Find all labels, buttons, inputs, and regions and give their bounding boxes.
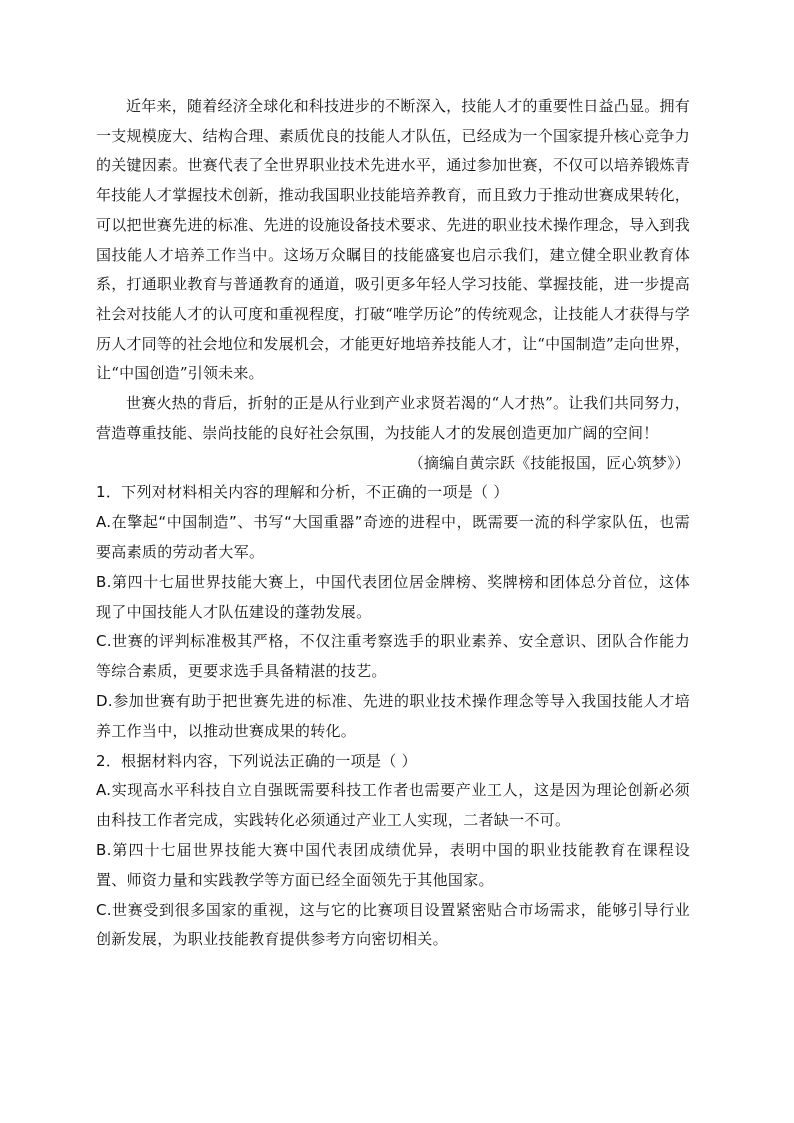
passage-source: （摘编自黄宗跃《技能报国，匠心筑梦》） — [408, 454, 690, 473]
option-c: C.世赛受到很多国家的重视，这与它的比赛项目设置紧密贴合市场需求，能够引导行业创新发展，为职业技能教育提供参考方向密切相关。 — [96, 900, 690, 949]
question-2 — [96, 747, 690, 956]
reading-passage — [96, 92, 690, 448]
question-list — [96, 478, 690, 955]
option-b: B.第四十七届世界技能大赛中国代表团成绩优异，表明中国的职业技能教育在课程设置、师资力量和实践教学等方面已经全面领先于其他国家。 — [96, 841, 690, 889]
passage-paragraph: 世赛火热的背后，折射的正是从行业到产业求贤若渴的“人才热”。让我们共同努力，营造尊重技能、崇尚技能的良好社会氛围，为技能人才的发展创造更加广阔的空间！ — [96, 394, 690, 442]
document-page — [96, 92, 690, 955]
option-a: A.实现高水平科技自立自强既需要科技工作者也需要产业工人，这是因为理论创新必须由科技工作者完成，实践转化必须通过产业工人实现，二者缺一不可。 — [96, 781, 690, 830]
question-stem: 2．根据材料内容，下列说法正确的一项是（ ） — [96, 751, 417, 770]
option-b: B.第四十七届世界技能大赛上，中国代表团位居金牌榜、奖牌榜和团体总分首位，这体现了中国技能人才队伍建设的蓬勃发展。 — [96, 572, 690, 621]
passage-paragraph: 近年来，随着经济全球化和科技进步的不断深入，技能人才的重要性日益凸显。拥有一支规模庞大、结构合理、素质优良的技能人才队伍，已经成为一个国家提升核心竞争力的关键因素。世赛代表了全世界职业技术先进水平，通过参加世赛，不仅可以培养锻炼青年技能人才掌握技术创新，推动我国职业技能培养教育，而且致力于推动世赛成果转化，可以把世赛先进的标准、先进的设施设备技术要求、先进的职业技术操作理念，导入到我国技能人才培养工作当中。这场万众瞩目的技能盛宴也启示我们，建立健全职业教育体系，打通职业教育与普通教育的通道，吸引更多年轻人学习技能、掌握技能，进一步提高社会对技能人才的认可度和重视程度，打破“唯学历论”的传统观念，让技能人才获得与学历人才同等的社会地位和发展机会，才能更好地培养技能人才，让“中国制造”走向世界，让“中国创造”引领未来。 — [96, 97, 690, 383]
question-stem: 1．下列对材料相关内容的理解和分析，不正确的一项是（ ） — [96, 483, 509, 502]
option-c: C.世赛的评判标准极其严格，不仅注重考察选手的职业素养、安全意识、团队合作能力等综合素质，更要求选手具备精湛的技艺。 — [96, 632, 690, 681]
option-d: D.参加世赛有助于把世赛先进的标准、先进的职业技术操作理念等导入我国技能人才培养工作当中，以推动世赛成果的转化。 — [96, 692, 690, 740]
question-1 — [96, 478, 690, 746]
option-a: A.在擎起“中国制造”、书写“大国重器”奇迹的进程中，既需要一流的科学家队伍，也需要高素质的劳动者大军。 — [96, 513, 690, 562]
